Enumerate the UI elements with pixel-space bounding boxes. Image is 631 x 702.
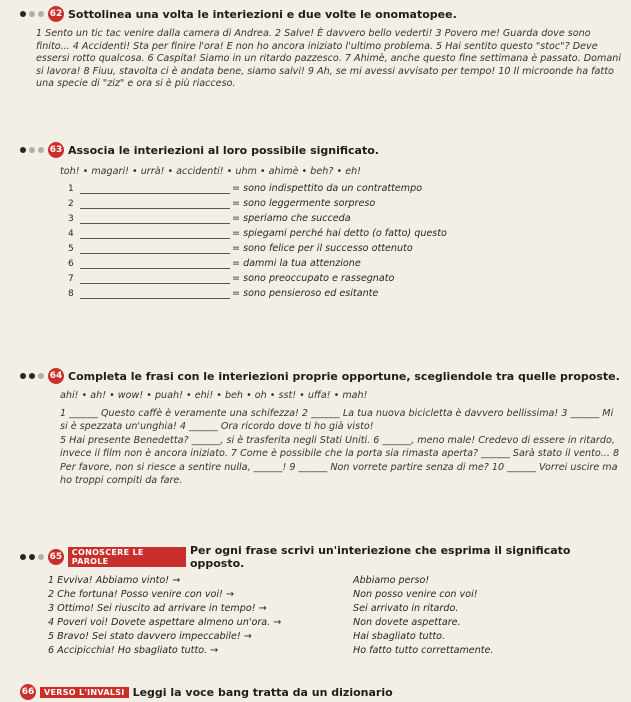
exercise-63	[20, 142, 623, 299]
section-badge: VERSO L'INVALSI	[40, 687, 129, 698]
exercise-65	[20, 544, 623, 658]
exercise-number: 62	[48, 6, 64, 22]
matching-row	[68, 194, 623, 209]
answer-blank[interactable]	[80, 288, 230, 299]
row-meaning: = sono leggermente sorpreso	[232, 198, 376, 209]
row-number: 3	[68, 214, 74, 224]
exercise-62	[20, 6, 623, 91]
row-meaning: = sono felice per il successo ottenuto	[232, 243, 413, 254]
exercise-title: Completa le frasi con le interiezioni proprie opportune, scegliendole tra quelle proposte.	[68, 369, 620, 383]
row-meaning: = spiegami perché hai detto (o fatto) questo	[232, 228, 447, 239]
exercise-number: 63	[48, 142, 64, 158]
exercise-66-header	[20, 684, 623, 700]
exercise-number: 65	[48, 549, 64, 565]
pair-left: 4 Poveri voi! Dovete aspettare almeno un'ora. →	[48, 617, 282, 628]
pair-right: Sei arrivato in ritardo.	[353, 603, 459, 614]
pair-left: 5 Bravo! Sei stato davvero impeccabile! →	[48, 631, 252, 642]
difficulty-dots	[20, 147, 44, 153]
pair-left: 1 Evviva! Abbiamo vinto! →	[48, 575, 181, 586]
row-number: 5	[68, 244, 74, 254]
matching-row	[68, 224, 623, 239]
exercise-title: Leggi la voce bang tratta da un dizionario	[132, 685, 393, 699]
exercise-66	[20, 684, 623, 700]
row-meaning: = sono indispettito da un contrattempo	[232, 183, 423, 194]
difficulty-dots	[20, 373, 44, 379]
row-meaning: = sono pensieroso ed esitante	[232, 288, 379, 299]
pair-left: 6 Accipicchia! Ho sbagliato tutto. →	[48, 645, 219, 656]
matching-row	[68, 254, 623, 269]
opposite-pair	[48, 574, 623, 588]
matching-row	[68, 239, 623, 254]
exercise-64-header	[20, 368, 623, 384]
row-meaning: = speriamo che succeda	[232, 213, 351, 224]
row-number: 8	[68, 289, 74, 299]
matching-rows	[68, 179, 623, 299]
matching-row	[68, 269, 623, 284]
exercise-64	[20, 368, 623, 487]
row-number: 1	[68, 184, 74, 194]
opposite-pair	[48, 630, 623, 644]
exercise-title: Sottolinea una volta le interiezioni e due volte le onomatopee.	[68, 7, 457, 21]
opposite-pair	[48, 644, 623, 658]
opposite-pair	[48, 588, 623, 602]
difficulty-dots	[20, 11, 44, 17]
answer-blank[interactable]	[80, 213, 230, 224]
exercise-title: Associa le interiezioni al loro possibile significato.	[68, 143, 379, 157]
section-badge: CONOSCERE LE PAROLE	[68, 547, 186, 567]
opposite-pair	[48, 602, 623, 616]
row-number: 6	[68, 259, 74, 269]
row-meaning: = sono preoccupato e rassegnato	[232, 273, 395, 284]
pair-right: Non posso venire con voi!	[353, 589, 478, 600]
pair-left: 2 Che fortuna! Posso venire con voi! →	[48, 589, 234, 600]
row-number: 2	[68, 199, 74, 209]
difficulty-dots	[20, 554, 44, 560]
word-bank: ahi! • ah! • wow! • puah! • ehi! • beh • oh • sst! • uffa! • mah!	[60, 390, 368, 401]
word-bank: toh! • magari! • urrà! • accidenti! • uhm • ahimè • beh? • eh!	[60, 166, 362, 177]
answer-blank[interactable]	[80, 243, 230, 254]
pair-left: 3 Ottimo! Sei riuscito ad arrivare in tempo! →	[48, 603, 267, 614]
answer-blank[interactable]	[80, 258, 230, 269]
exercise-title: Per ogni frase scrivi un'interiezione che esprima il significato opposto.	[189, 544, 571, 570]
row-meaning: = dammi la tua attenzione	[232, 258, 361, 269]
pair-right: Ho fatto tutto correttamente.	[353, 645, 494, 656]
exercise-number: 66	[20, 684, 36, 700]
answer-blank[interactable]	[80, 198, 230, 209]
exercise-63-header	[20, 142, 623, 158]
answer-blank[interactable]	[80, 183, 230, 194]
answer-blank[interactable]	[80, 228, 230, 239]
matching-row	[68, 209, 623, 224]
matching-row	[68, 179, 623, 194]
exercise-64-text-1: 1 ______ Questo caffè è veramente una schifezza! 2 ______ La tua nuova bicicletta è davvero bellissima! 3 ______ Mi si è spezzata un'unghia! 4 ______ Ora ricordo dove ti ho già visto!	[60, 408, 614, 433]
matching-row	[68, 284, 623, 299]
row-number: 4	[68, 229, 74, 239]
pair-right: Abbiamo perso!	[353, 575, 430, 586]
answer-blank[interactable]	[80, 273, 230, 284]
exercise-62-header	[20, 6, 623, 22]
opposite-pairs	[48, 574, 623, 658]
row-number: 7	[68, 274, 74, 284]
exercise-62-text: 1 Sento un tic tac venire dalla camera di Andrea. 2 Salve! È davvero bello vederti! 3 Povero me! Guarda dove sono finito... 4 Accidenti! Sta per finire l'ora! E non ho ancora iniziato l'ultimo problema. 5 Hai sentito questo "stoc"? Deve essersi rotto qualcosa. 6 Caspita! Siamo in un ritardo pazzesco. 7 Ahimè, anche questo fine settimana è passato. Domani si lavora! 8 Fiuu, stavolta ci è andata bene, siamo salvi! 9 Ah, se mi avessi avvisato per tempo! 10 Il microonde ha fatto una specie di "ziz" e ora si è più riacceso.	[36, 28, 621, 90]
exercise-65-header	[20, 544, 623, 570]
pair-right: Non dovete aspettare.	[353, 617, 461, 628]
exercise-number: 64	[48, 368, 64, 384]
pair-right: Hai sbagliato tutto.	[353, 631, 446, 642]
opposite-pair	[48, 616, 623, 630]
exercise-64-text-2: 5 Hai presente Benedetta? ______, si è trasferita negli Stati Uniti. 6 ______, meno male! Credevo di essere in ritardo, invece il film non è ancora iniziato. 7 Come è possibile che la porta sia rimasta aperta? ______ Sarà stato il vento... 8 Per favore, non si riesce a sentire nulla, ______! 9 ______ Non vorrete partire senza di me? 10 ______ Vorrei uscire ma ho troppi compiti da fare.	[60, 434, 620, 487]
